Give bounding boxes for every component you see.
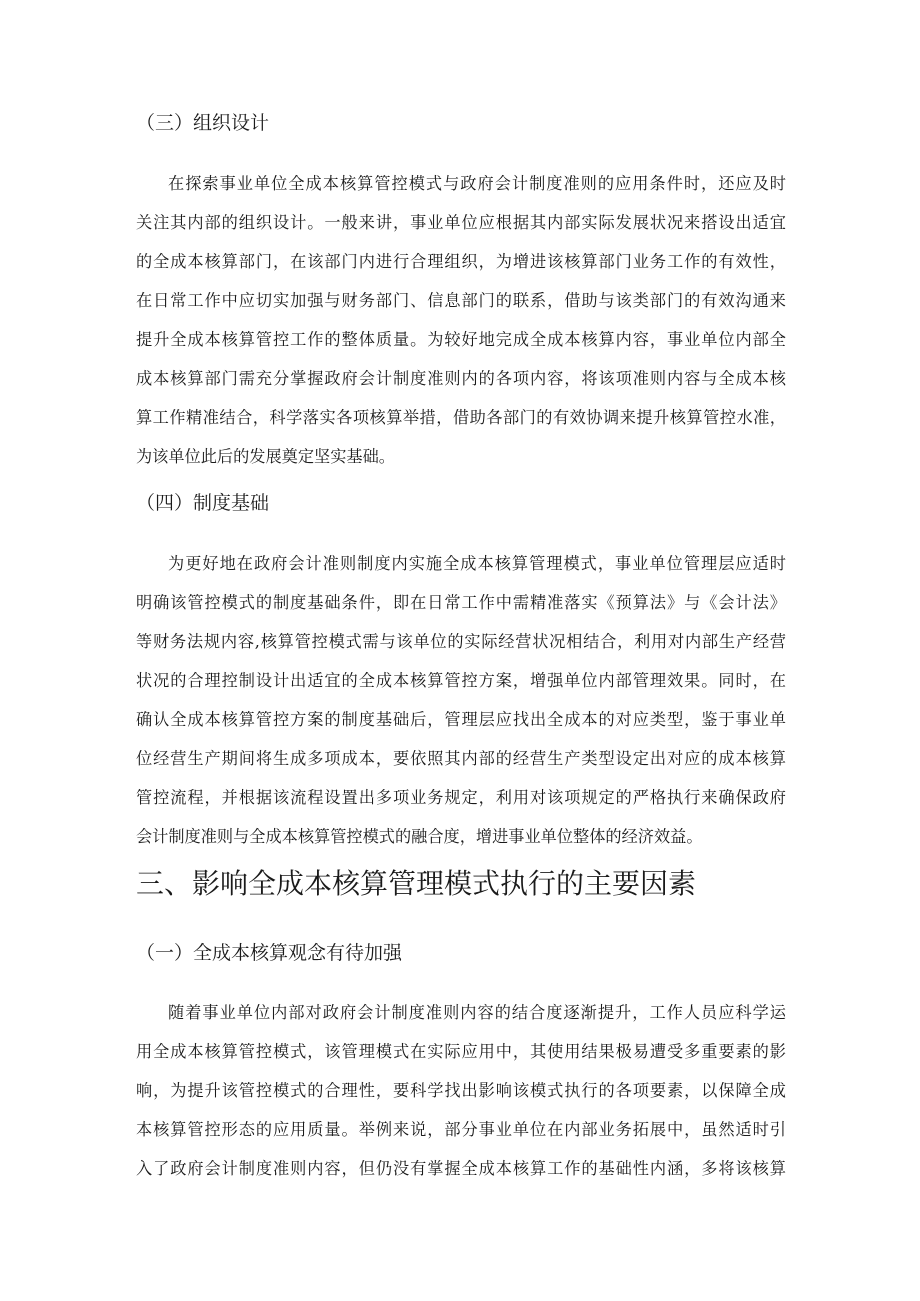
paragraph-line: 随着事业单位内部对政府会计制度准则内容的结合度逐渐提升，工作人员应科学运 (168, 1003, 786, 1022)
paragraph-line: 等财务法规内容,核算管控模式需与该单位的实际经营状况相结合，利用对内部生产经营 (136, 632, 786, 651)
paragraph-line: 响，为提升该管控模式的合理性，要科学找出影响该模式执行的各项要素，以保障全成 (136, 1081, 786, 1100)
paragraph-line: 关注其内部的组织设计。一般来讲，事业单位应根据其内部实际发展状况来搭设出适宜 (136, 213, 786, 232)
paragraph-line: 为更好地在政府会计准则制度内实施全成本核算管理模式，事业单位管理层应适时 (168, 554, 786, 573)
paragraph-line: 管控流程，并根据该流程设置出多项业务规定，利用对该项规定的严格执行来确保政府 (136, 788, 786, 807)
paragraph-line: 入了政府会计制度准则内容，但仍没有掌握全成本核算工作的基础性内涵，多将该核算 (136, 1159, 786, 1178)
paragraph-line: 明确该管控模式的制度基础条件，即在日常工作中需精准落实《预算法》与《会计法》 (136, 593, 786, 612)
heading-organization-design: （三）组织设计 (136, 112, 270, 134)
paragraph-line: 在探索事业单位全成本核算管控模式与政府会计制度准则的应用条件时，还应及时 (168, 174, 786, 193)
paragraph-line: 本核算管控形态的应用质量。举例来说，部分事业单位在内部业务拓展中，虽然适时引 (136, 1120, 786, 1139)
paragraph-line: 为该单位此后的发展奠定坚实基础。 (136, 447, 395, 466)
paragraph-line: 状况的合理控制设计出适宜的全成本核算管控方案，增强单位内部管理效果。同时，在 (136, 671, 786, 690)
paragraph-line: 的全成本核算部门，在该部门内进行合理组织，为增进该核算部门业务工作的有效性， (136, 252, 786, 271)
heading-concept-strengthen: （一）全成本核算观念有待加强 (136, 942, 403, 964)
paragraph-line: 算工作精准结合，科学落实各项核算举措，借助各部门的有效协调来提升核算管控水准， (136, 408, 786, 427)
paragraph-line: 用全成本核算管控模式，该管理模式在实际应用中，其使用结果极易遭受多重要素的影 (136, 1042, 786, 1061)
paragraph-line: 成本核算部门需充分掌握政府会计制度准则内的各项内容，将该项准则内容与全成本核 (136, 369, 786, 388)
paragraph-line: 确认全成本核算管控方案的制度基础后，管理层应找出全成本的对应类型，鉴于事业单 (136, 710, 786, 729)
paragraph-line: 会计制度准则与全成本核算管控模式的融合度，增进事业单位整体的经济效益。 (136, 827, 703, 846)
section-heading-factors: 三、影响全成本核算管理模式执行的主要因素 (136, 867, 697, 900)
heading-system-foundation: （四）制度基础 (136, 492, 270, 514)
paragraph-line: 位经营生产期间将生成多项成本，要依照其内部的经营生产类型设定出对应的成本核算 (136, 749, 786, 768)
paragraph-line: 提升全成本核算管控工作的整体质量。为较好地完成全成本核算内容，事业单位内部全 (136, 330, 786, 349)
paragraph-line: 在日常工作中应切实加强与财务部门、信息部门的联系，借助与该类部门的有效沟通来 (136, 291, 786, 310)
